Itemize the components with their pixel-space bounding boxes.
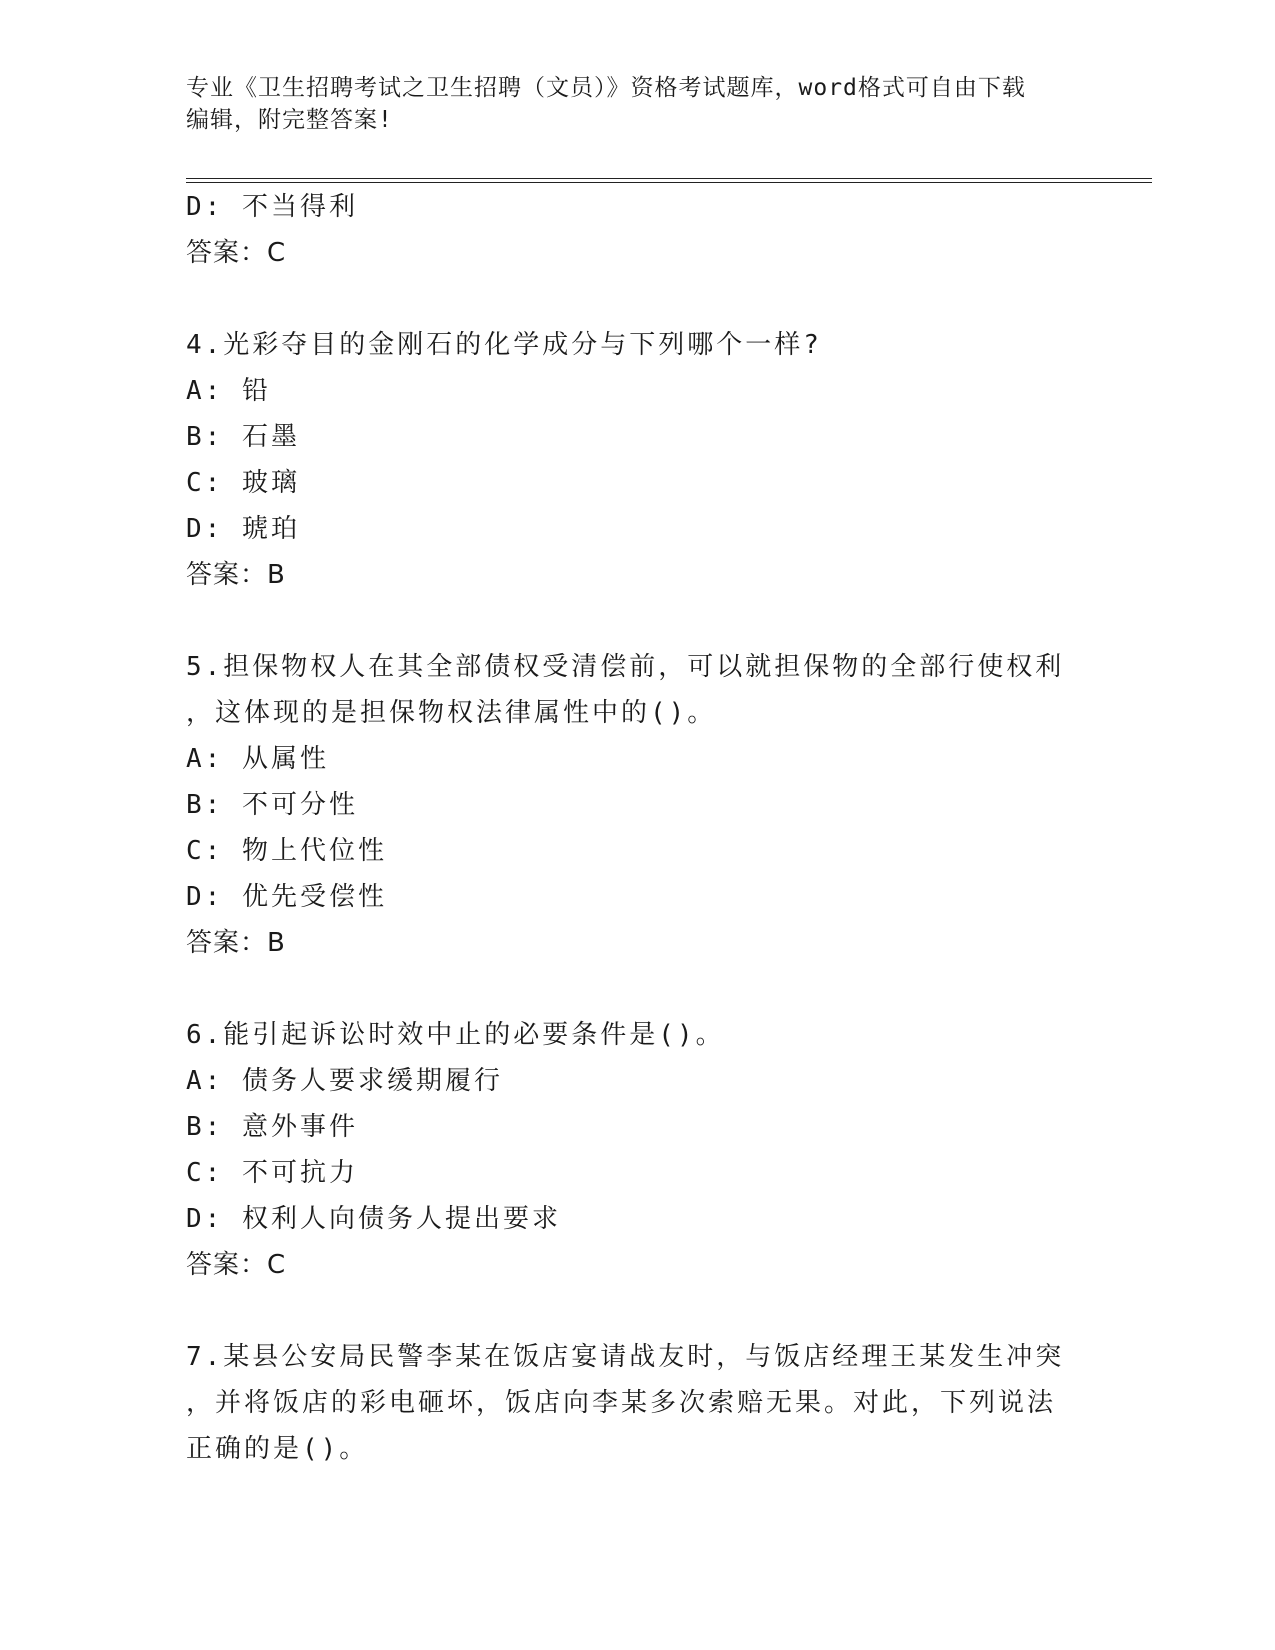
answer: 答案：C [186, 238, 287, 268]
answer: 答案：C [186, 1250, 287, 1280]
option-a: A: 铅 [186, 376, 271, 406]
option-d: D: 权利人向债务人提出要求 [186, 1204, 561, 1234]
header-line-2: 编辑，附完整答案! [186, 107, 393, 133]
option-b: B: 意外事件 [186, 1112, 358, 1142]
question-text-line-1: 5.担保物权人在其全部债权受清偿前，可以就担保物的全部行使权利 [186, 652, 1065, 682]
question-text-line-2: ，这体现的是担保物权法律属性中的()。 [186, 698, 717, 728]
option-b: B: 石墨 [186, 422, 300, 452]
question-text: 6.能引起诉讼时效中止的必要条件是()。 [186, 1020, 725, 1050]
answer: 答案：B [186, 928, 286, 958]
question-4 [186, 328, 1086, 604]
header-line-1: 专业《卫生招聘考试之卫生招聘（文员）》资格考试题库，word格式可自由下载 [186, 75, 1026, 101]
option-a: A: 从属性 [186, 744, 329, 774]
question-list [186, 190, 1086, 1478]
option-d: D: 不当得利 [186, 192, 358, 222]
question-text-line-1: 7.某县公安局民警李某在饭店宴请战友时，与饭店经理王某发生冲突 [186, 1342, 1065, 1372]
option-c: C: 玻璃 [186, 468, 300, 498]
option-c: C: 不可抗力 [186, 1158, 358, 1188]
question-text-line-2: ，并将饭店的彩电砸坏，饭店向李某多次索赔无果。对此，下列说法 [186, 1388, 1057, 1418]
header-rule-top [186, 178, 1152, 179]
question-6 [186, 1018, 1086, 1294]
option-b: B: 不可分性 [186, 790, 358, 820]
document-header [186, 72, 1086, 136]
option-a: A: 债务人要求缓期履行 [186, 1066, 503, 1096]
question-3-tail [186, 190, 1086, 282]
option-c: C: 物上代位性 [186, 836, 387, 866]
header-rule-bottom [186, 182, 1152, 183]
question-7 [186, 1340, 1086, 1478]
answer: 答案：B [186, 560, 286, 590]
question-text: 4.光彩夺目的金刚石的化学成分与下列哪个一样? [186, 330, 822, 360]
option-d: D: 琥珀 [186, 514, 300, 544]
question-5 [186, 650, 1086, 972]
question-text-line-3: 正确的是()。 [186, 1434, 369, 1464]
option-d: D: 优先受偿性 [186, 882, 387, 912]
